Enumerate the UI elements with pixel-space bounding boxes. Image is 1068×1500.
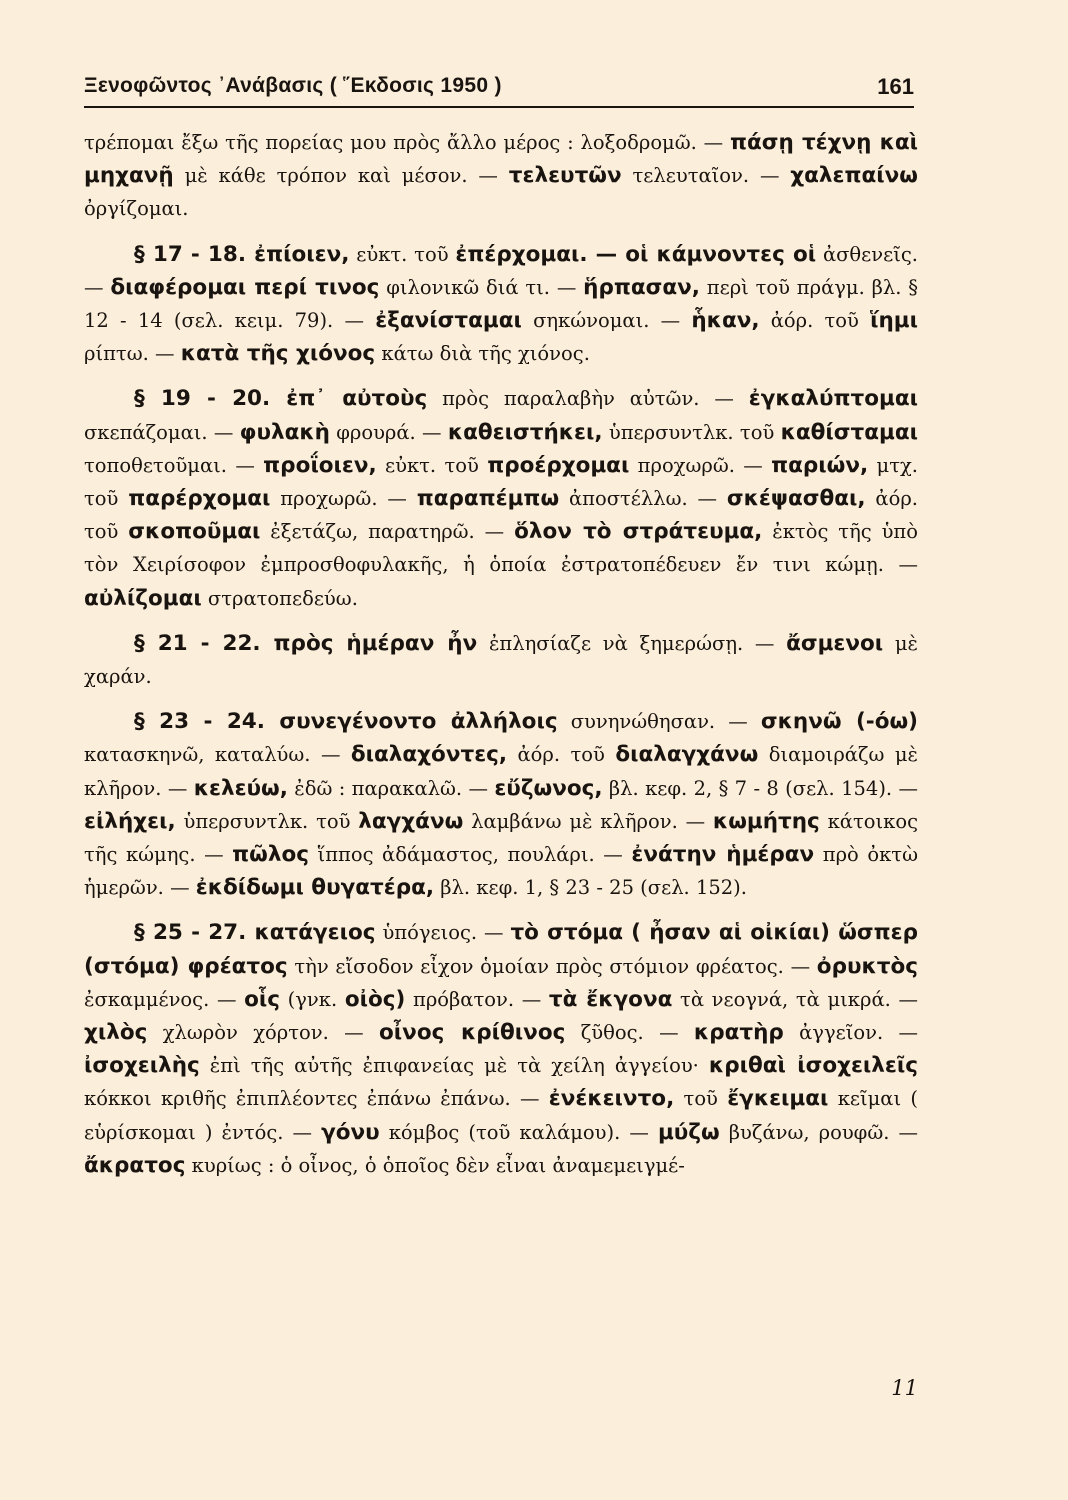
lemma-term: ἰσοχειλὴς bbox=[84, 1053, 200, 1079]
commentary-paragraph bbox=[84, 382, 918, 614]
gloss-text: ἀόρ. τοῦ bbox=[507, 743, 616, 767]
lemma-term: φυλακὴ bbox=[239, 419, 330, 445]
commentary-paragraph bbox=[84, 627, 918, 693]
lemma-term: παριών, bbox=[771, 452, 869, 478]
lemma-term: § 25 - 27. κατάγειος bbox=[134, 920, 376, 946]
gloss-text: ἐσκαμμένος. — bbox=[84, 987, 245, 1011]
lemma-term: κρατὴρ bbox=[693, 1020, 784, 1046]
gloss-text: τελευταῖον. — bbox=[621, 164, 791, 188]
running-header bbox=[84, 70, 914, 108]
gloss-text: ὑπερσυντλκ. τοῦ bbox=[602, 420, 781, 444]
lemma-term: κριθαὶ ἰσοχειλεῖς bbox=[708, 1053, 918, 1079]
gloss-text: (γνκ. bbox=[280, 987, 345, 1011]
lemma-term: § 21 - 22. πρὸς ἡμέραν ἦν bbox=[134, 630, 478, 656]
header-title: Ξενοφῶντος ᾿Ανάβασις ( ῞Εκδοσις 1950 ) bbox=[84, 74, 502, 97]
gloss-text: τρέπομαι ἔξω τῆς πορείας μου πρὸς ἄλλο μέρος : λοξοδρομῶ. — bbox=[84, 131, 730, 154]
lemma-term: τὸ στόμα ( ἦσαν αἱ οἰκίαι) ὥσπερ (στόμα) φρέατος bbox=[84, 920, 918, 979]
lemma-term: χαλεπαίνω bbox=[790, 163, 918, 189]
lemma-term: διαλαχόντες, bbox=[350, 742, 508, 768]
gloss-text: κάτοικος τῆς κώμης. — bbox=[84, 809, 918, 867]
lemma-term: διαφέρομαι περί τινος bbox=[110, 274, 380, 300]
lemma-term: οἶνος κρίθινος bbox=[379, 1020, 566, 1046]
lemma-term: οἷς bbox=[244, 986, 281, 1012]
lemma-term: αὐλίζομαι bbox=[84, 585, 202, 611]
gloss-text: ἐπλησίαζε νὰ ξημερώσῃ. — bbox=[477, 631, 787, 655]
gloss-text: προχωρῶ. — bbox=[270, 487, 417, 511]
gloss-text: ἐξετάζω, παρατηρῶ. — bbox=[260, 520, 515, 544]
gloss-text: ζῦθος. — bbox=[565, 1021, 694, 1045]
lemma-term: καθειστήκει, bbox=[447, 419, 603, 445]
lemma-term: πῶλος bbox=[232, 842, 309, 868]
lemma-term: μύζω bbox=[657, 1119, 720, 1145]
commentary-paragraph bbox=[84, 126, 918, 226]
gloss-text: τὴν εἴσοδον εἶχον ὁμοίαν πρὸς στόμιον φρέατος. — bbox=[287, 954, 817, 978]
gloss-text: μτχ. τοῦ bbox=[84, 453, 918, 511]
commentary-text bbox=[84, 126, 918, 1194]
gloss-text: ἀόρ. τοῦ bbox=[759, 309, 871, 333]
lemma-term: σκηνῶ (-όω) bbox=[760, 709, 918, 735]
lemma-term: ἐγκαλύπτομαι bbox=[748, 386, 918, 412]
gloss-text: τοποθετοῦμαι. — bbox=[84, 453, 264, 477]
gloss-text: λαμβάνω μὲ κλῆρον. — bbox=[463, 809, 713, 833]
gloss-text: περὶ τοῦ πράγμ. βλ. § 12 - 14 (σελ. κειμ. 79). — bbox=[84, 275, 918, 333]
gloss-text: σηκώνομαι. — bbox=[521, 309, 692, 333]
gloss-text: κεῖμαι ( εὑρίσκομαι ) ἐντός. — bbox=[84, 1087, 918, 1144]
lemma-term: ὅλον τὸ στράτευμα, bbox=[514, 519, 763, 545]
gloss-text: εὐκτ. τοῦ bbox=[349, 242, 456, 266]
lemma-term: ἐνάτην ἡμέραν bbox=[631, 842, 815, 868]
gloss-text: κυρίως : ὁ οἶνος, ὁ ὁποῖος δὲν εἶναι ἀναμεμειγμέ- bbox=[185, 1153, 685, 1177]
lemma-term: διαλαγχάνω bbox=[615, 742, 759, 768]
gloss-text: βυζάνω, ρουφῶ. — bbox=[719, 1120, 918, 1144]
lemma-term: ἵημι bbox=[870, 308, 918, 334]
gloss-text: χλωρὸν χόρτον. — bbox=[147, 1021, 380, 1045]
gloss-text: ὑπερσυντλκ. τοῦ bbox=[175, 809, 359, 833]
lemma-term: λαγχάνω bbox=[358, 808, 464, 834]
gloss-text: τοῦ bbox=[674, 1087, 728, 1111]
gloss-text: ἀόρ. τοῦ bbox=[84, 487, 918, 544]
lemma-term: § 19 - 20. ἐπ᾿ αὐτοὺς bbox=[134, 386, 428, 412]
page-number: 161 bbox=[877, 74, 914, 99]
lemma-term: γόνυ bbox=[321, 1119, 380, 1145]
gloss-text: ἵππος ἀδάμαστος, πουλάρι. — bbox=[308, 843, 632, 867]
lemma-term: παρέρχομαι bbox=[128, 486, 271, 512]
gloss-text: μὲ χαράν. bbox=[84, 631, 919, 689]
gloss-text: ρίπτω. — bbox=[84, 342, 181, 366]
gloss-text: μὲ κάθε τρόπον καὶ μέσον. — bbox=[173, 164, 509, 188]
gloss-text: διαμοιράζω μὲ κλῆρον. — bbox=[84, 743, 918, 800]
lemma-term: ἐπέρχομαι. — οἱ κάμνοντες οἱ bbox=[455, 241, 817, 267]
gloss-text: φιλονικῶ διά τι. — bbox=[379, 275, 584, 299]
gloss-text: βλ. κεφ. 2, § 7 - 8 (σελ. 154). — bbox=[602, 776, 918, 800]
gloss-text: βλ. κεφ. 1, § 23 - 25 (σελ. 152). bbox=[434, 876, 747, 900]
gloss-text: κάτω διὰ τῆς χιόνος. bbox=[375, 342, 590, 366]
gloss-text: ἀσθενεῖς. — bbox=[84, 242, 918, 299]
lemma-term: κατὰ τῆς χιόνος bbox=[180, 341, 376, 367]
gloss-text: ἐδῶ : παρακαλῶ. — bbox=[287, 776, 495, 800]
lemma-term: παραπέμπω bbox=[416, 486, 560, 512]
lemma-term: σκέψασθαι, bbox=[726, 486, 866, 512]
gloss-text: ἐπὶ τῆς αὐτῆς ἐπιφανείας μὲ τὰ χείλη ἀγγείου· bbox=[199, 1054, 709, 1078]
gloss-text: ὀργίζομαι. bbox=[84, 197, 189, 221]
gloss-text: φρουρά. — bbox=[329, 420, 448, 444]
lemma-term: πάσῃ τέχνῃ καὶ μηχανῇ bbox=[84, 130, 918, 189]
commentary-paragraph bbox=[84, 705, 918, 904]
lemma-term: ἥρπασαν, bbox=[583, 274, 700, 300]
lemma-term: ἔγκειμαι bbox=[727, 1086, 829, 1112]
gloss-text: στρατοπεδεύω. bbox=[201, 586, 358, 610]
lemma-term: χιλὸς bbox=[84, 1020, 148, 1046]
gloss-text: εὐκτ. τοῦ bbox=[376, 453, 488, 477]
gloss-text: πρόβατον. — bbox=[405, 987, 549, 1011]
gloss-text: κόμβος (τοῦ καλάμου). — bbox=[379, 1120, 658, 1144]
commentary-paragraph bbox=[84, 238, 918, 371]
gloss-text: κόκκοι κριθῆς ἐπιπλέοντες ἐπάνω ἐπάνω. — bbox=[84, 1087, 549, 1111]
lemma-term: τὰ ἔκγονα bbox=[548, 986, 673, 1012]
gloss-text: προχωρῶ. — bbox=[629, 453, 772, 477]
lemma-term: ἄσμενοι bbox=[786, 630, 884, 656]
gloss-text: ὑπόγειος. — bbox=[375, 921, 511, 945]
gloss-text: πρὸ ὀκτὼ ἡμερῶν. — bbox=[84, 843, 918, 900]
gloss-text: συνηνώθησαν. — bbox=[557, 710, 761, 734]
lemma-term: οἰὸς) bbox=[344, 986, 406, 1012]
gloss-text: ἀγγεῖον. — bbox=[783, 1021, 919, 1045]
lemma-term: ἐξανίσταμαι bbox=[375, 308, 522, 334]
gloss-text: κατασκηνῶ, καταλύω. — bbox=[84, 743, 351, 767]
printer-signature: 11 bbox=[891, 1376, 918, 1400]
commentary-paragraph bbox=[84, 916, 918, 1182]
lemma-term: ἐκδίδωμι θυγατέρα, bbox=[195, 875, 435, 901]
lemma-term: ἐνέκειντο, bbox=[548, 1086, 675, 1112]
lemma-term: τελευτῶν bbox=[508, 163, 622, 189]
lemma-term: ὀρυκτὸς bbox=[816, 953, 918, 979]
lemma-term: § 23 - 24. συνεγένοντο ἀλλήλοις bbox=[134, 709, 558, 735]
gloss-text: σκεπάζομαι. — bbox=[84, 420, 240, 444]
lemma-term: κωμήτης bbox=[712, 808, 820, 834]
lemma-term: § 17 - 18. ἐπίοιεν, bbox=[134, 241, 350, 267]
gloss-text: ἀποστέλλω. — bbox=[559, 487, 727, 511]
gloss-text: πρὸς παραλαβὴν αὐτῶν. — bbox=[427, 387, 749, 411]
lemma-term: καθίσταμαι bbox=[780, 419, 918, 445]
lemma-term: κελεύω, bbox=[193, 775, 288, 801]
gloss-text: τὰ νεογνά, τὰ μικρά. — bbox=[672, 987, 918, 1011]
gloss-text: ἐκτὸς τῆς ὑπὸ τὸν Χειρίσοφον ἐμπροσθοφυλακῆς, ἡ ὁποία ἐστρατοπέδευεν ἔν τινι κώμῃ. — bbox=[84, 520, 918, 577]
lemma-term: ἧκαν, bbox=[691, 308, 760, 334]
lemma-term: εὔζωνος, bbox=[494, 775, 603, 801]
lemma-term: εἰλήχει, bbox=[84, 808, 176, 834]
lemma-term: σκοποῦμαι bbox=[128, 519, 261, 545]
lemma-term: προέρχομαι bbox=[487, 452, 630, 478]
lemma-term: προΐοιεν, bbox=[263, 452, 377, 478]
lemma-term: ἄκρατος bbox=[84, 1152, 186, 1178]
